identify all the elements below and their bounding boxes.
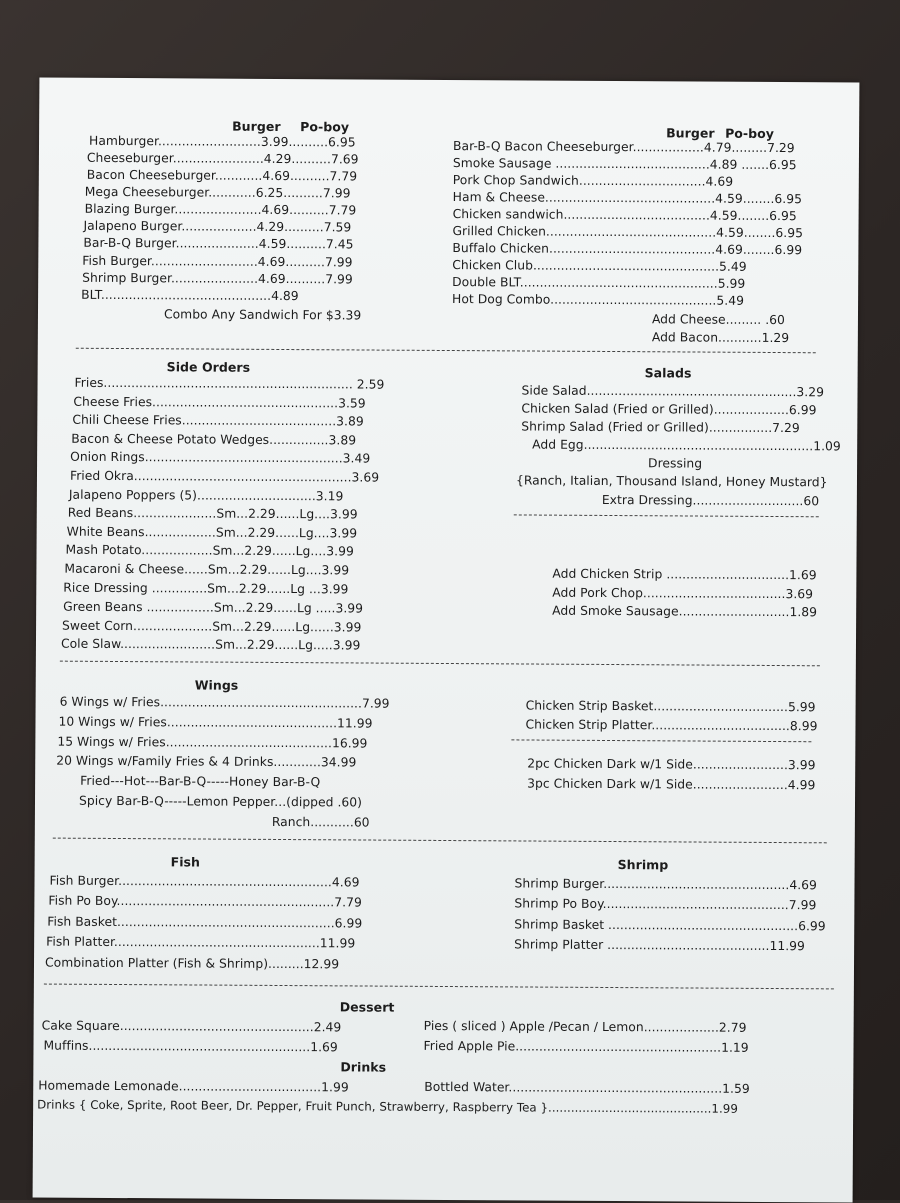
menu-item: Combination Platter (Fish & Shrimp).........12.99	[44, 955, 340, 972]
menu-item: Pork Chop Sandwich................................4.69	[452, 173, 734, 189]
fish-heading: Fish	[170, 854, 201, 870]
menu-item: Rice Dressing ..............Sm...2.29......Lg ...3.99	[63, 580, 349, 597]
menu-item: Bottled Water......................................................1.59	[424, 1079, 750, 1096]
menu-item: Chicken Strip Platter...................................8.99	[525, 717, 818, 734]
add-on-item: Add Smoke Sausage............................1.89	[552, 603, 818, 620]
menu-item: Sweet Corn....................Sm...2.29......Lg......3.99	[62, 618, 362, 635]
menu-item: Buffalo Chicken..........................................4.69........6.99	[452, 241, 803, 258]
menu-item: Shrimp Basket ................................................6.99	[514, 917, 826, 934]
combo-note: Combo Any Sandwich For $3.39	[163, 307, 362, 323]
menu-item: Mega Cheeseburger............6.25..........7.99	[84, 184, 351, 201]
menu-item: Chili Cheese Fries.......................................3.89	[72, 412, 364, 429]
menu-item: Jalapeno Burger...................4.29..........7.59	[83, 218, 352, 235]
menu-item: Bar-B-Q Burger.....................4.59..........7.45	[83, 235, 354, 252]
menu-item: Add Egg..........................................................1.09	[532, 437, 841, 454]
section-divider	[44, 984, 834, 990]
salads-heading: Salads	[644, 365, 692, 381]
menu-item: Onion Rings..................................................3.49	[70, 449, 371, 466]
menu-item: Red Beans.....................Sm...2.29......Lg....3.99	[67, 505, 358, 522]
wing-flavors: Fried---Hot---Bar-B-Q-----Honey Bar-B-Q	[80, 773, 321, 790]
menu-item: Drinks { Coke, Sprite, Root Beer, Dr. Pepper, Fruit Punch, Strawberry, Raspberry Tea }...........................................1.99	[37, 1097, 738, 1116]
menu-item: White Beans..................Sm...2.29......Lg....3.99	[66, 524, 358, 541]
menu-item: Chicken sandwich.....................................4.59........6.95	[452, 207, 797, 224]
menu-item: Smoke Sausage .......................................4.89 .......6.95	[452, 156, 797, 173]
menu-item: Bar-B-Q Bacon Cheeseburger..................4.79.........7.29	[452, 139, 795, 156]
menu-item: Shrimp Burger...............................................4.69	[514, 876, 817, 893]
menu-item: Cole Slaw........................Sm...2.29......Lg.....3.99	[60, 636, 361, 653]
menu-item: Ranch...........60	[271, 814, 370, 830]
menu-item: Fish Platter....................................................11.99	[46, 934, 356, 951]
menu-item: Chicken Club...............................................5.49	[452, 258, 747, 274]
menu-item: Bacon Cheeseburger............4.69..........7.79	[86, 167, 358, 184]
menu-item: Mash Potato..................Sm...2.29......Lg....3.99	[65, 542, 354, 559]
menu-item: Fish Basket.......................................................6.99	[47, 914, 363, 931]
section-divider	[53, 838, 827, 844]
wing-flavors: Spicy Bar-B-Q-----Lemon Pepper...(dipped .60)	[78, 793, 363, 810]
menu-item: Grilled Chicken...........................................4.59........6.95	[452, 224, 804, 241]
menu-item: Fries............................................................... 2.59	[74, 375, 385, 392]
menu-item: 15 Wings w/ Fries..........................................16.99	[57, 734, 368, 751]
menu-item: 6 Wings w/ Fries...................................................7.99	[59, 694, 390, 711]
drinks-heading: Drinks	[340, 1059, 387, 1075]
menu-item: Green Beans .................Sm...2.29......Lg .....3.99	[63, 599, 364, 616]
menu-item: Shrimp Po Boy...............................................7.99	[514, 896, 817, 913]
menu-item: Homemade Lemonade....................................1.99	[38, 1078, 349, 1095]
menu-item: Double BLT..................................................5.99	[452, 275, 746, 291]
section-divider	[511, 739, 811, 742]
menu-item: Bacon & Cheese Potato Wedges...............3.89	[71, 431, 357, 448]
menu-item: Ham & Cheese...........................................4.59........6.95	[452, 190, 803, 207]
menu-item: Cake Square.................................................2.49	[41, 1018, 342, 1035]
poboy-column-header: Po-boy	[300, 119, 350, 135]
menu-item: Shrimp Burger......................4.69..........7.99	[82, 270, 353, 287]
dessert-heading: Dessert	[339, 999, 395, 1015]
section-divider	[60, 661, 820, 667]
add-on-item: Add Cheese......... .60	[651, 312, 786, 328]
menu-item: 2pc Chicken Dark w/1 Side........................3.99	[527, 756, 816, 773]
add-on-item: Add Chicken Strip ...............................1.69	[552, 566, 817, 583]
menu-item: Extra Dressing............................60	[601, 492, 820, 509]
menu-item: Fish Burger......................................................4.69	[49, 873, 360, 890]
side-orders-heading: Side Orders	[166, 359, 251, 375]
burger-column-header: Burger	[232, 118, 281, 134]
add-on-item: Add Bacon...........1.29	[651, 330, 790, 346]
menu-item: Fish Po Boy.......................................................7.79	[48, 893, 362, 910]
menu-item: Hot Dog Combo..........................................5.49	[452, 292, 745, 308]
menu-item: Cheese Fries...............................................3.59	[73, 394, 366, 411]
menu-item: Cheeseburger.......................4.29..........7.69	[86, 150, 359, 167]
menu-item: Pies ( sliced ) Apple /Pecan / Lemon...................2.79	[423, 1018, 747, 1035]
section-divider	[514, 514, 819, 517]
menu-item: Side Salad.....................................................3.29	[521, 383, 825, 400]
menu-item: Macaroni & Cheese......Sm...2.29......Lg....3.99	[64, 561, 350, 578]
menu-item: Fried Okra.......................................................3.69	[69, 468, 380, 485]
menu-item: 20 Wings w/Family Fries & 4 Drinks............34.99	[56, 753, 357, 770]
menu-item: Blazing Burger......................4.69..........7.79	[84, 201, 357, 218]
menu-item: Muffins........................................................1.69	[43, 1038, 338, 1055]
menu-item: Hamburger..........................3.99..........6.95	[88, 133, 356, 150]
shrimp-heading: Shrimp	[617, 857, 669, 873]
menu-item: Shrimp Platter .........................................11.99	[514, 937, 806, 954]
section-divider	[76, 348, 816, 354]
burger-column-header: Burger	[666, 125, 715, 141]
menu-item: 3pc Chicken Dark w/1 Side........................4.99	[527, 776, 816, 793]
menu-item: Fish Burger...........................4.69..........7.99	[82, 253, 353, 270]
dressing-heading: Dressing	[648, 456, 703, 471]
add-on-item: Add Pork Chop....................................3.69	[552, 585, 814, 602]
menu-item: BLT...........................................4.89	[81, 287, 299, 304]
menu-item: 10 Wings w/ Fries...........................................11.99	[58, 714, 373, 731]
menu-item: Shrimp Salad (Fried or Grilled)................7.29	[521, 419, 800, 436]
menu-item: Jalapeno Poppers (5)..............................3.19	[68, 487, 344, 504]
menu-item: Fried Apple Pie....................................................1.19	[423, 1038, 749, 1055]
wings-heading: Wings	[194, 677, 239, 693]
menu-sheet	[33, 78, 860, 1203]
menu-item: Chicken Strip Basket..................................5.99	[525, 698, 816, 715]
poboy-column-header: Po-boy	[725, 125, 775, 141]
dressing-options: {Ranch, Italian, Thousand Island, Honey Mustard}	[515, 473, 828, 490]
menu-item: Chicken Salad (Fried or Grilled)...................6.99	[521, 401, 817, 418]
